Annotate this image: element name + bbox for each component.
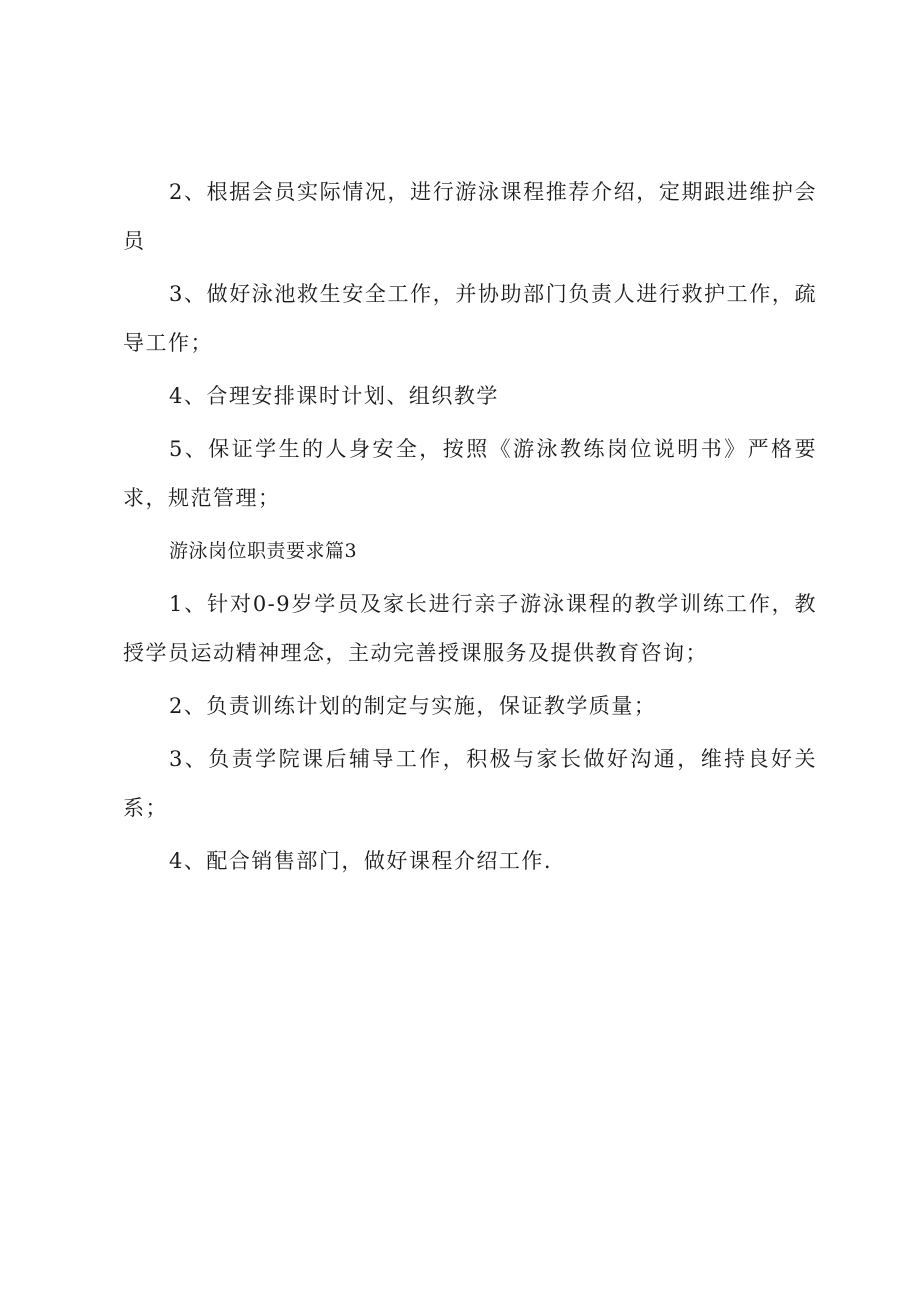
document-body (123, 168, 817, 890)
paragraph: 2、负责训练计划的制定与实施，保证教学质量； (169, 694, 657, 718)
paragraph: 3、负责学院课后辅导工作，积极与家长做好沟通，维持良好关系； (123, 747, 817, 820)
paragraph: 5、保证学生的人身安全，按照《游泳教练岗位说明书》严格要求，规范管理； (123, 437, 817, 510)
paragraph: 3、做好泳池救生安全工作，并协助部门负责人进行救护工作，疏导工作； (123, 282, 817, 355)
section-heading: 游泳岗位职责要求篇3 (169, 540, 358, 562)
paragraph: 4、合理安排课时计划、组织教学 (169, 384, 499, 408)
paragraph: 4、配合销售部门，做好课程介绍工作. (169, 849, 553, 873)
paragraph: 1、针对0-9岁学员及家长进行亲子游泳课程的教学训练工作，教授学员运动精神理念，主动完善授课服务及提供教育咨询； (123, 592, 817, 665)
paragraph: 2、根据会员实际情况，进行游泳课程推荐介绍，定期跟进维护会员 (123, 180, 817, 253)
